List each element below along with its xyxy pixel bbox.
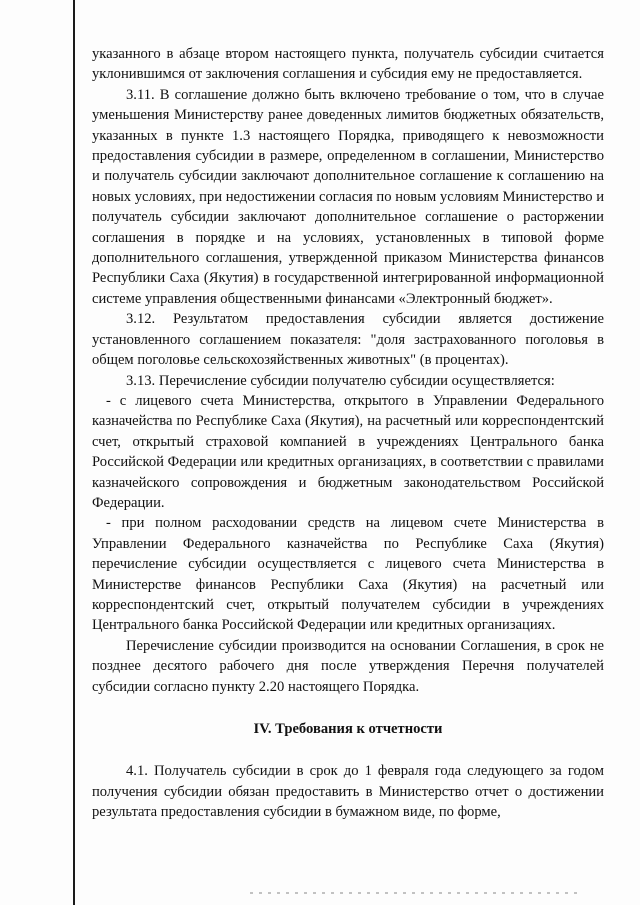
paragraph-dash-item-1: - с лицевого счета Министерства, открытого в Управлении Федерального казначейства по Республике Саха (Якутия), на расчетный или корреспондентский счет, открытый страховой компанией в учреждениях Центрального банка Российской Федерации или кредитных организациях, в соответствии с правилами казначейского сопровождения и бюджетным законодательством Российской Федерации. <box>92 392 604 511</box>
paragraph-3-11: 3.11. В соглашение должно быть включено требование о том, что в случае уменьшения Министерству ранее доведенных лимитов бюджетных обязательств, указанных в пункте 1.3 настоящего Порядка, приводящего к невозможности предоставления субсидии в размере, определенном в соглашении, Министерство и получатель субсидии заключают дополнительное соглашение к соглашению на новых условиях, при недостижении согласия по новым условиям Министерство и получатель субсидии заключают дополнительное соглашение о расторжении соглашения в порядке и на условиях, установленных в типовой форме дополнительного соглашения, утвержденной приказом Министерства финансов Республики Саха (Якутия) в государственной интегрированной информационной системе управления общественными финансами «Электронный бюджет». <box>92 86 604 307</box>
scan-artifact <box>250 892 580 894</box>
paragraph-transfer-terms: Перечисление субсидии производится на основании Соглашения, в срок не позднее десятого рабочего дня после утверждения Перечня получателей субсидии согласно пункту 2.20 настоящего Порядка. <box>92 637 604 695</box>
binding-margin-line <box>73 0 75 905</box>
paragraph-3-12: 3.12. Результатом предоставления субсидии является достижение установленного соглашением показателя: "доля застрахованного поголовья в общем поголовье сельскохозяйственных животных" (в процентах). <box>92 311 604 369</box>
paragraph-dash-item-2: - при полном расходовании средств на лицевом счете Министерства в Управлении Федерального казначейства по Республике Саха (Якутия) перечисление субсидии осуществляется с лицевого счета Министерства в Министерстве финансов Республики Саха (Якутия) на расчетный или корреспондентский счет, открытый получателем субсидии в учреждениях Центрального банка Российской Федерации или кредитных организациях. <box>92 515 604 634</box>
paragraph-3-13: 3.13. Перечисление субсидии получателю субсидии осуществляется: <box>126 372 555 389</box>
paragraph-4-1: 4.1. Получатель субсидии в срок до 1 февраля года следующего за годом получения субсидии обязан предоставить в Министерство отчет о достижении результата предоставления субсидии в бумажном виде, по форме, <box>92 763 604 821</box>
document-body <box>92 44 604 823</box>
paragraph-continuation: указанного в абзаце втором настоящего пункта, получатель субсидии считается уклонившимся от заключения соглашения и субсидия ему не предоставляется. <box>92 46 604 83</box>
section-heading: IV. Требования к отчетности <box>253 721 443 737</box>
